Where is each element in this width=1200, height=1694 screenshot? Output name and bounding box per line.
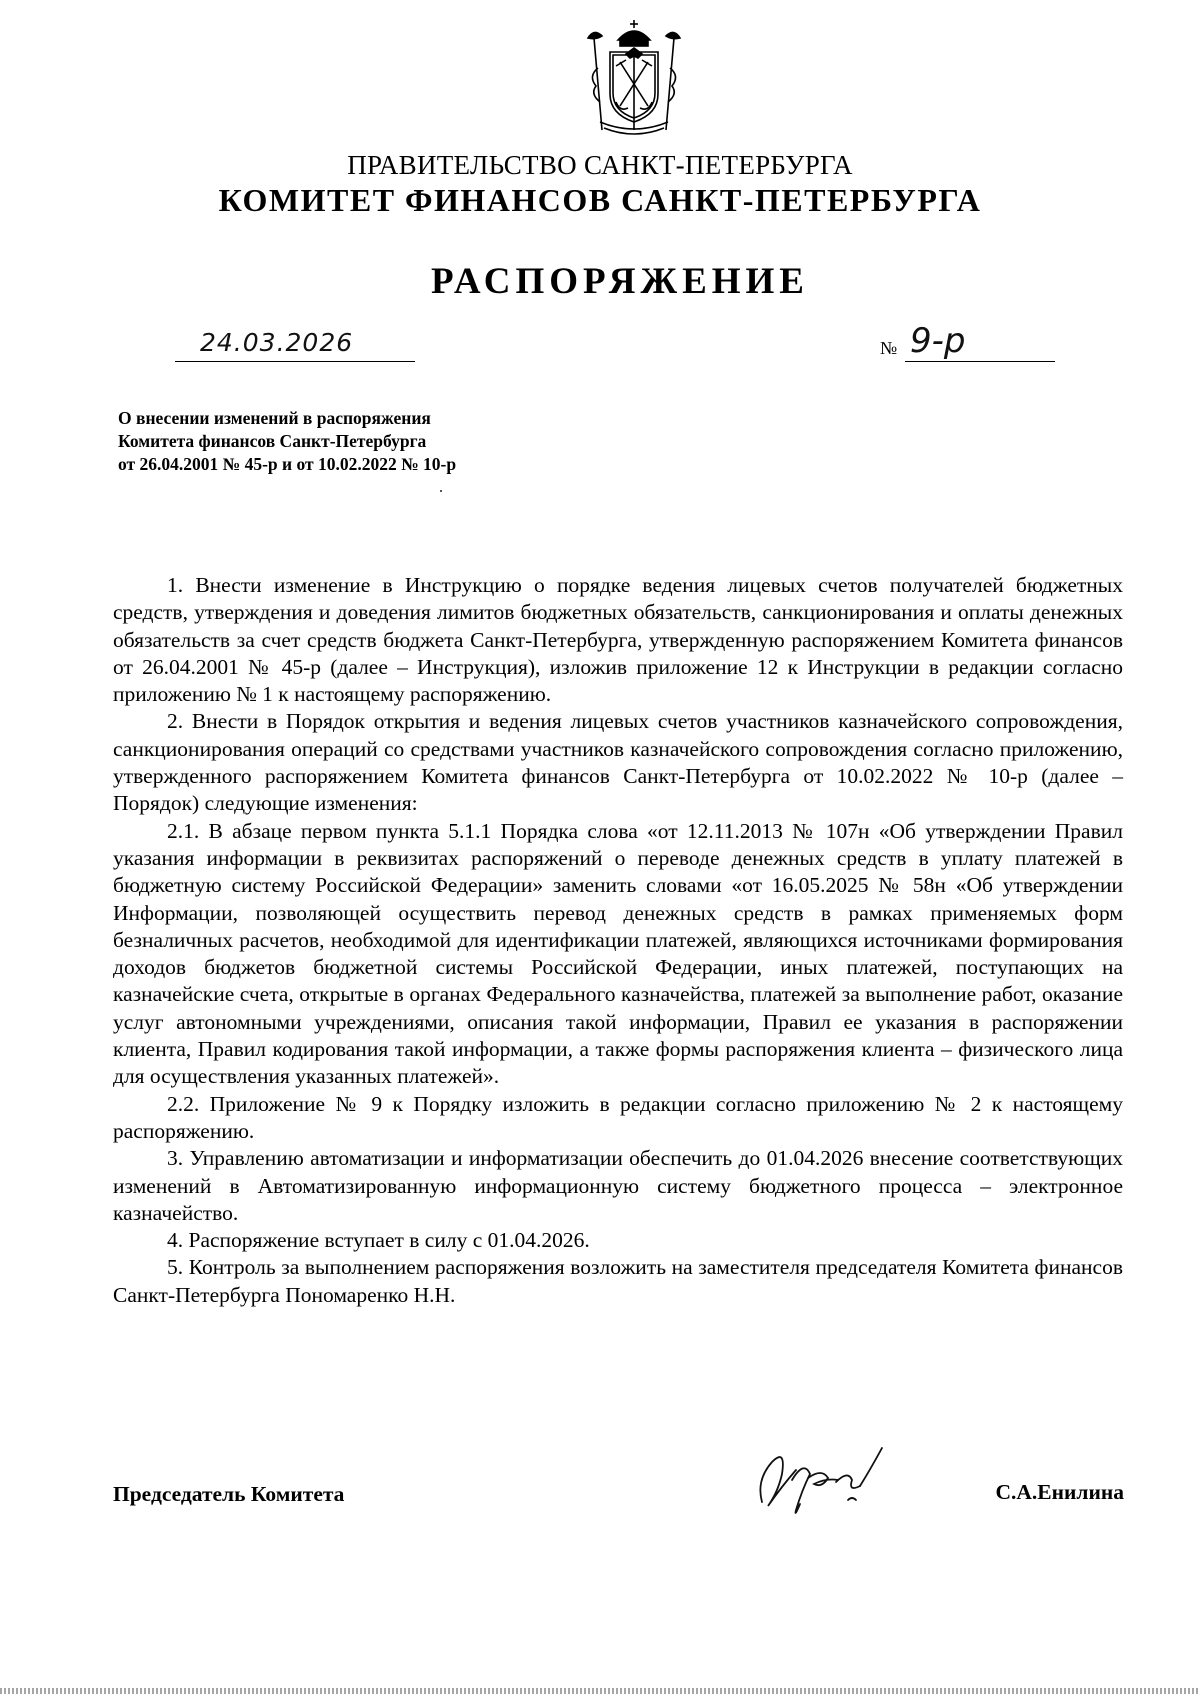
paragraph-2-1: 2.1. В абзаце первом пункта 5.1.1 Порядка слова «от 12.11.2013 № 107н «Об утверждении Правил указания информации в реквизитах распоряжений о переводе денежных средств в уплату платежей в бюджетную систему Российской Федерации» заменить словами «от 16.05.2025 № 58н «Об утверждении Информации, позволяющей осуществить перевод денежных средств в рамках применяемых форм безналичных расчетов, необходимой для идентификации платежей, являющихся источниками формирования доходов бюджетов бюджетной системы Российской Федерации, иных платежей, поступающих на казначейские счета, открытые в органах Федерального казначейства, платежей за выполнение работ, оказание услуг автономными учреждениями, описания такой информации, Правил ее указания в распоряжении клиента, Правил кодирования такой информации, а также формы распоряжения клиента – физического лица для осуществления указанных платежей».	[113, 818, 1123, 1089]
subject-line: Комитета финансов Санкт-Петербурга	[118, 431, 427, 451]
paragraph-3: 3. Управлению автоматизации и информатизации обеспечить до 01.04.2026 внесение соответствующих изменений в Автоматизированную информационную систему бюджетного процесса – электронное казначейство.	[113, 1146, 1123, 1225]
paragraph-1: 1. Внести изменение в Инструкцию о порядке ведения лицевых счетов получателей бюджетных средств, утверждения и доведения лимитов бюджетных обязательств, санкционирования и оплаты денежных обязательств за счет средств бюджета Санкт-Петербурга, утвержденную распоряжением Комитета финансов от 26.04.2001 № 45-р (далее – Инструкция), изложив приложение 12 к Инструкции в редакции согласно приложению № 1 к настоящему распоряжению.	[113, 573, 1123, 707]
scan-bottom-edge	[0, 1688, 1200, 1694]
document-type-title: РАСПОРЯЖЕНИЕ	[430, 261, 809, 302]
number-underline	[905, 361, 1055, 362]
paragraph-4: 4. Распоряжение вступает в силу с 01.04.2026.	[167, 1228, 590, 1253]
paragraph-2: 2. Внести в Порядок открытия и ведения лицевых счетов участников казначейского сопровождения, санкционирования операций со средствами участников казначейского сопровождения согласно приложению, утвержденного распоряжением Комитета финансов Санкт-Петербурга от 10.02.2022 № 10-р (далее – Порядок) следующие изменения:	[113, 709, 1123, 816]
paragraph-5: 5. Контроль за выполнением распоряжения возложить на заместителя председателя Комитета финансов Санкт-Петербурга Пономаренко Н.Н.	[113, 1255, 1123, 1307]
signatory-title: Председатель Комитета	[113, 1482, 345, 1506]
signatory-name: С.А.Енилина	[995, 1480, 1124, 1504]
committee-name: КОМИТЕТ ФИНАНСОВ САНКТ-ПЕТЕРБУРГА	[218, 182, 982, 218]
government-name: ПРАВИТЕЛЬСТВО САНКТ-ПЕТЕРБУРГА	[347, 150, 853, 180]
handwritten-signature	[752, 1440, 892, 1520]
date-underline	[175, 361, 415, 362]
subject-line: от 26.04.2001 № 45-р и от 10.02.2022 № 10-р	[118, 454, 457, 474]
number-label: №	[880, 338, 898, 358]
scan-speck	[440, 490, 442, 492]
document-body	[113, 572, 1123, 1309]
coat-of-arms-emblem	[580, 18, 688, 138]
document-date: 24.03.2026	[200, 328, 354, 357]
document-number: 9-р	[910, 321, 966, 361]
subject-line: О внесении изменений в распоряжения	[118, 408, 431, 428]
paragraph-2-2: 2.2. Приложение № 9 к Порядку изложить в редакции согласно приложению № 2 к настоящему распоряжению.	[113, 1091, 1123, 1143]
document-subject	[118, 407, 598, 476]
